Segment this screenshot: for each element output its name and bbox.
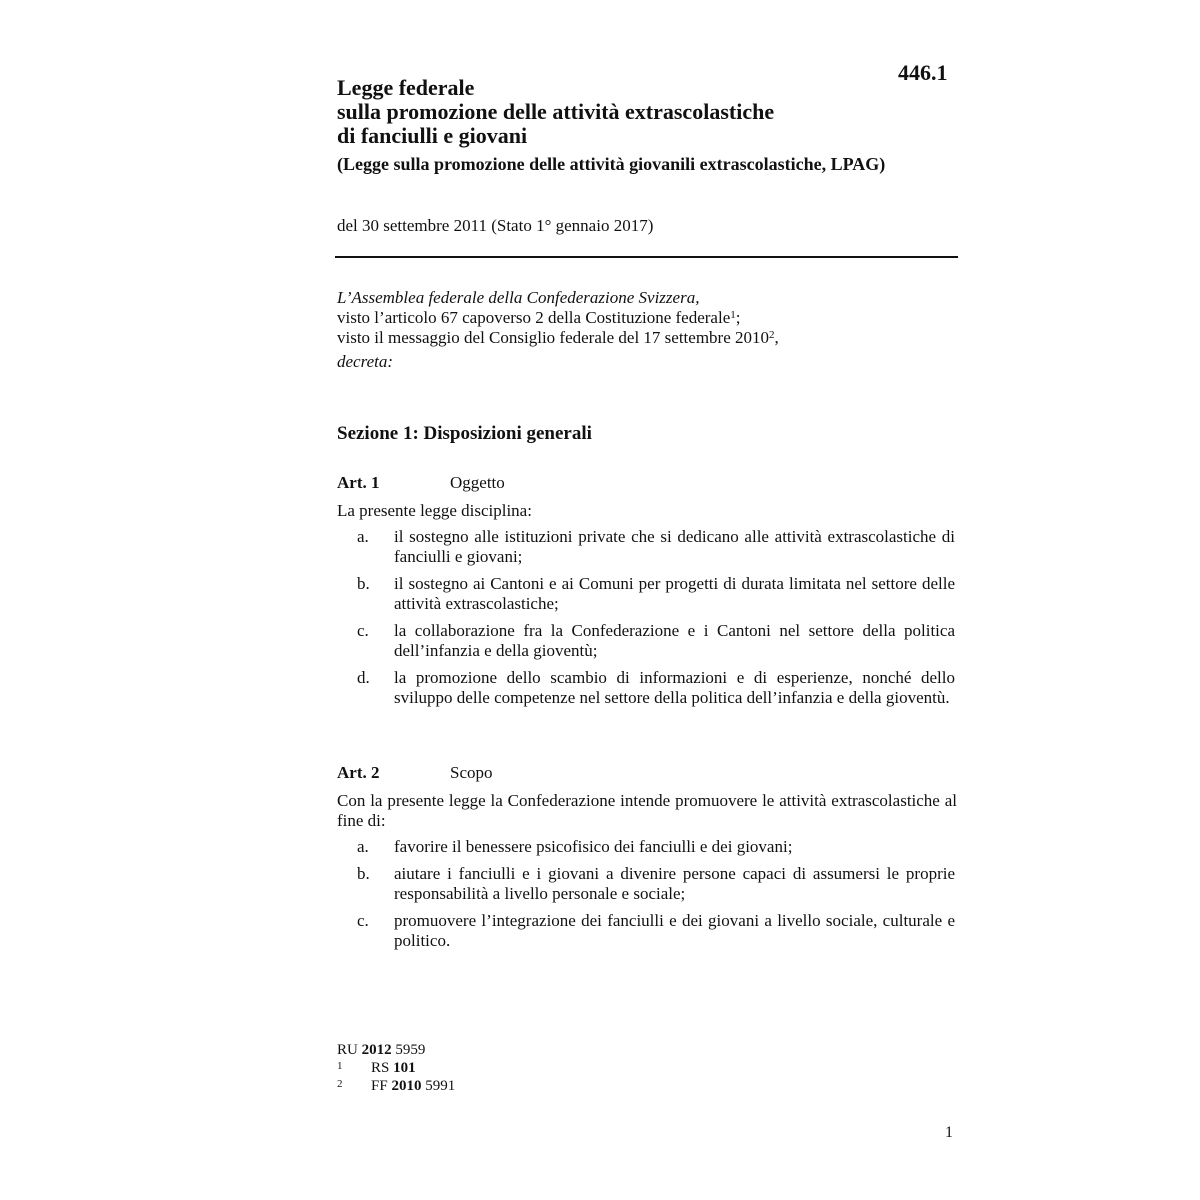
footnote-number: 2 [337,1078,343,1090]
sr-number: 446.1 [898,60,948,85]
page-number: 1 [945,1124,953,1141]
footnotes [337,1041,455,1095]
list-item [337,911,957,951]
footnote-number: 1 [337,1060,343,1072]
footnote [337,1077,455,1095]
preamble-text: visto l’articolo 67 capoverso 2 della Costituzione federale [337,308,731,327]
list-item-text: il sostegno ai Cantoni e ai Comuni per progetti di durata limitata nel settore delle attività extrascolastiche; [394,574,955,613]
title-line: sulla promozione delle attività extrascolastiche [337,99,775,124]
list-item-text: aiutare i fanciulli e i giovani a divenire persone capaci di assumersi le proprie responsabilità a livello personale e sociale; [394,864,955,903]
preamble-decreta: decreta: [337,352,394,371]
preamble-text: visto il messaggio del Consiglio federale del 17 settembre 2010 [337,328,769,347]
list-item [337,864,957,904]
list-marker: a. [357,837,369,856]
list-item [337,621,957,661]
list-item-text: la collaborazione fra la Confederazione e i Cantoni nel settore della politica dell’infanzia e della gioventù; [394,621,955,660]
ru-prefix: RU [337,1042,358,1058]
article-1 [337,473,957,715]
preamble-assembly: L’Assemblea federale della Confederazione Svizzera, [337,288,700,307]
preamble-line [337,328,957,348]
list-marker: c. [357,621,369,640]
preamble-line [337,308,957,328]
list-item-text: la promozione dello scambio di informazioni e di esperienze, nonché dello sviluppo delle competenze nel settore della politica dell’infanzia e della gioventù. [394,668,955,707]
article-number: Art. 1 [337,473,380,492]
horizontal-rule [335,256,958,258]
list-item [337,574,957,614]
footnote-ref[interactable]: 2 [769,329,775,341]
list-item [337,668,957,708]
list-item-text: promuovere l’integrazione dei fanciulli e dei giovani a livello sociale, culturale e politico. [394,911,955,950]
section-title: Sezione 1: Disposizioni generali [337,423,592,444]
article-intro: La presente legge disciplina: [337,501,532,520]
list-marker: c. [357,911,369,930]
ru-year: 2012 [361,1042,392,1058]
date-line: del 30 settembre 2011 (Stato 1° gennaio 2017) [337,216,654,235]
footnote [337,1059,455,1077]
article-list [337,527,957,708]
article-heading [337,763,957,785]
article-2 [337,763,957,958]
title-line: Legge federale [337,75,475,100]
title-line: di fanciulli e giovani [337,123,528,148]
article-title: Oggetto [450,473,505,492]
list-marker: d. [357,668,370,687]
law-subtitle: (Legge sulla promozione delle attività giovanili extrascolastiche, LPAG) [337,154,886,174]
ru-reference [337,1041,455,1059]
article-intro: Con la presente legge la Confederazione intende promuovere le attività extrascolastiche al fine di: [337,791,957,830]
list-marker: b. [357,574,370,593]
list-item [337,527,957,567]
footnote-text: RS 101 [371,1060,416,1076]
footnote-text: FF 2010 5991 [371,1078,456,1094]
preamble [337,288,957,372]
list-marker: b. [357,864,370,883]
article-list [337,837,957,951]
article-title: Scopo [450,763,493,782]
list-marker: a. [357,527,369,546]
list-item [337,837,957,857]
article-number: Art. 2 [337,763,380,782]
article-heading [337,473,957,495]
preamble-punct: ; [735,308,741,327]
law-title-block [337,76,967,175]
footnote-ref[interactable]: 1 [730,309,736,321]
list-item-text: il sostegno alle istituzioni private che si dedicano alle attività extrascolastiche di fanciulli e giovani; [394,527,955,566]
list-item-text: favorire il benessere psicofisico dei fanciulli e dei giovani; [394,837,793,856]
ru-page: 5959 [395,1042,426,1058]
preamble-punct: , [774,328,779,347]
